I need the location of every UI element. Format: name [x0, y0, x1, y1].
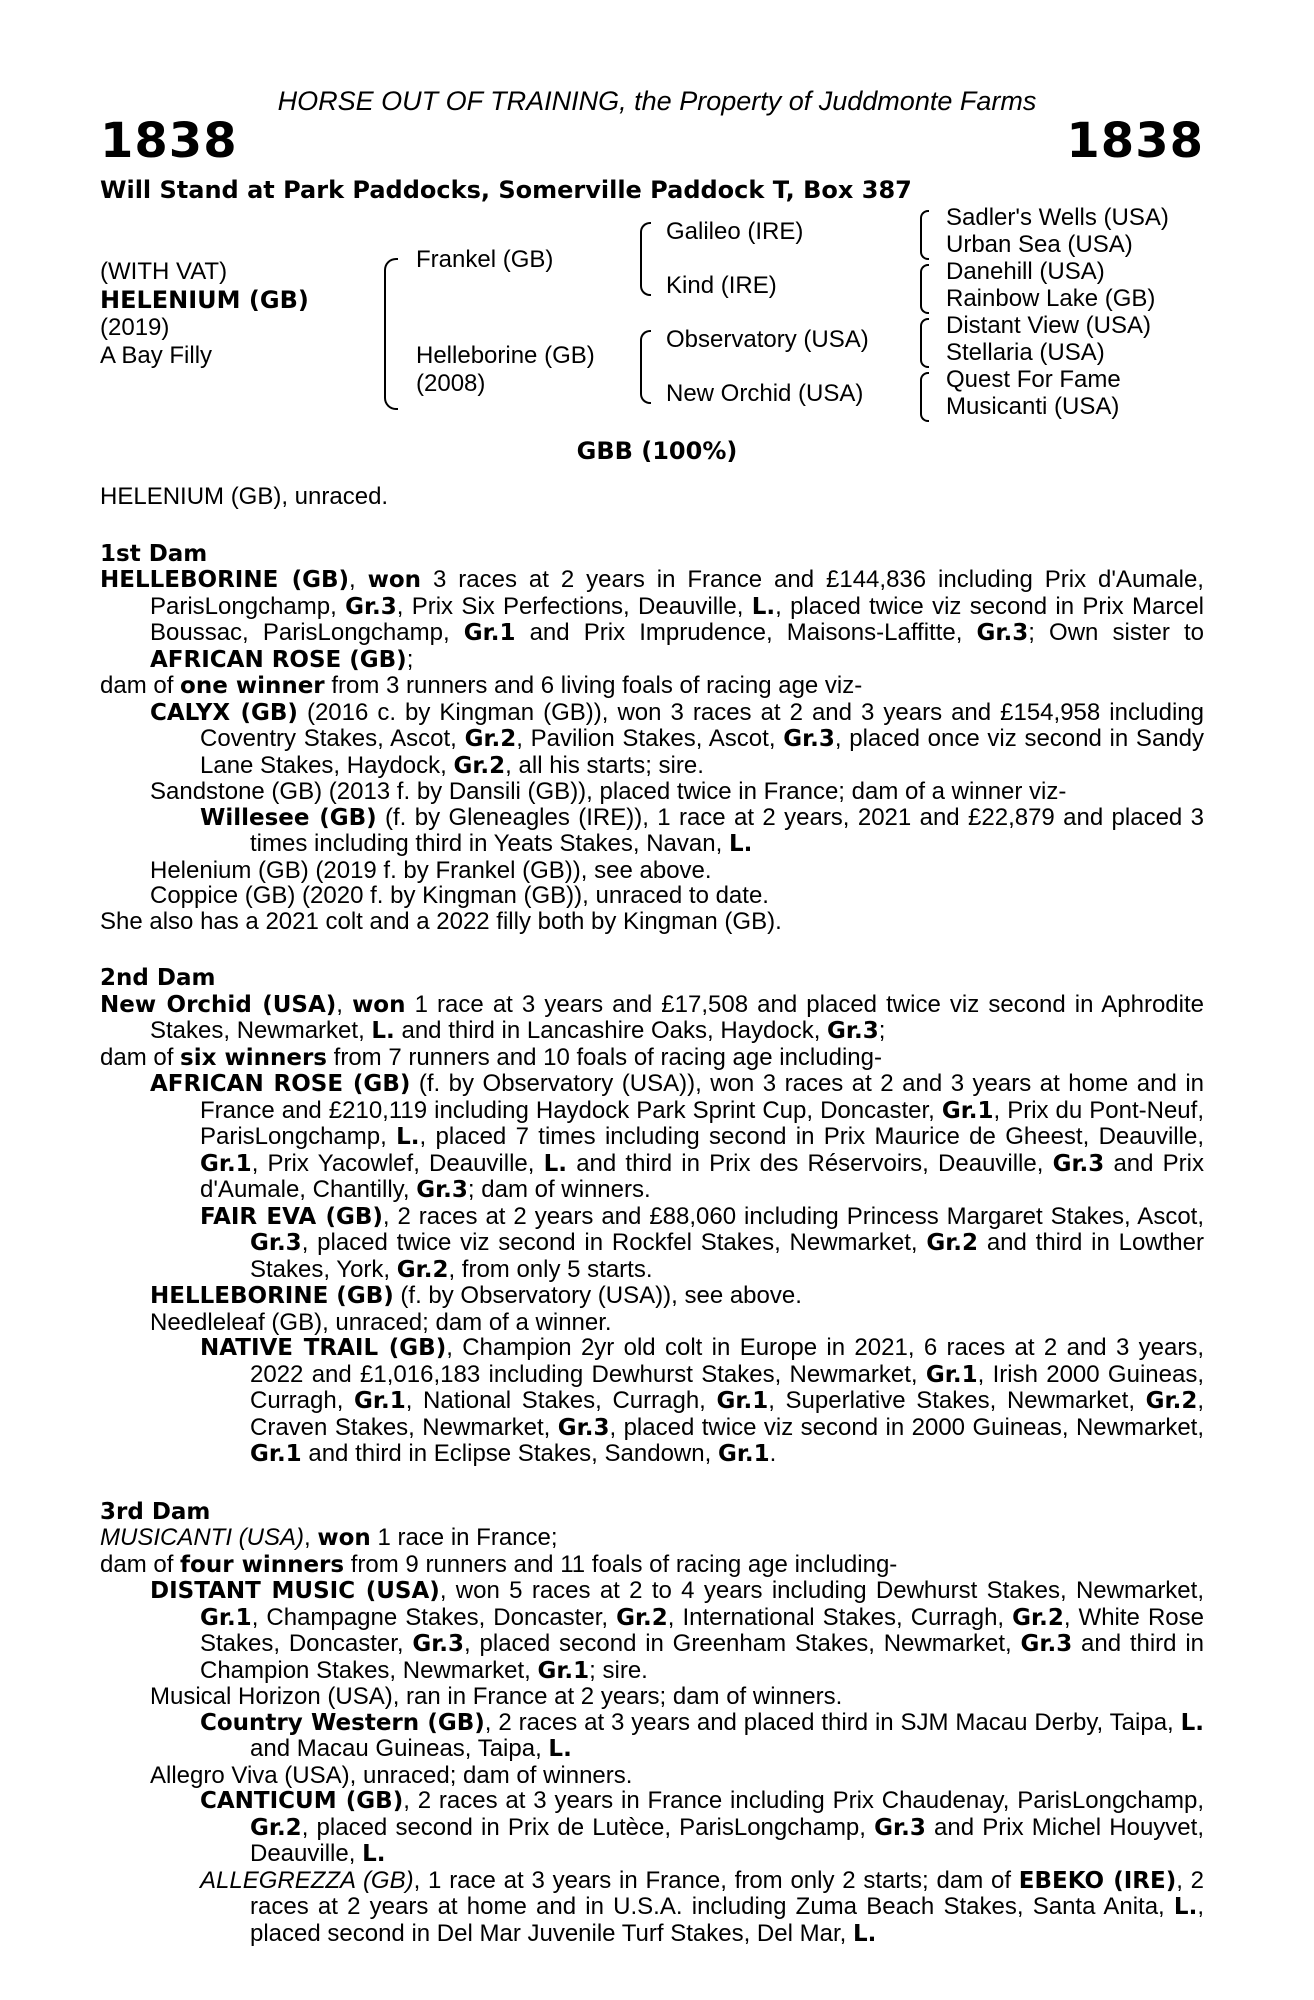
produce-helleborine-ref: HELLEBORINE (GB) (f. by Observatory (USA)), see above. — [150, 1282, 802, 1309]
great-grandparent-4: Rainbow Lake (GB) — [946, 285, 1156, 312]
granddam-2: New Orchid (USA) — [666, 380, 864, 407]
produce-sandstone: Sandstone (GB) (2013 f. by Dansili (GB)), placed twice in France; dam of a winner viz- — [150, 778, 1067, 805]
produce-coppice: Coppice (GB) (2020 f. by Kingman (GB)), unraced to date. — [150, 882, 769, 909]
horse-name: HELENIUM (GB) — [100, 286, 309, 314]
horse-year: (2019) — [100, 314, 170, 341]
produce-musical-horizon: Musical Horizon (USA), ran in France at 2 years; dam of winners. — [150, 1683, 843, 1710]
great-grandparent-1: Sadler's Wells (USA) — [946, 204, 1169, 231]
produce-allegrezza: ALLEGREZZA (GB), 1 race at 3 years in France, from only 2 starts; dam of EBEKO (IRE), 2 races at 2 years at home and in U.S.A. including Zuma Beach Stakes, Santa Anita, L., placed second in Del Mar Juvenile Turf Stakes, Del Mar, L. — [200, 1866, 1205, 1947]
produce-younger: She also has a 2021 colt and a 2022 filly both by Kingman (GB). — [100, 907, 782, 935]
vat-note: (WITH VAT) — [100, 258, 228, 285]
great-grandparent-6: Stellaria (USA) — [946, 339, 1105, 366]
catalogue-body — [100, 484, 1204, 1947]
produce-willesee: Willesee (GB) (f. by Gleneagles (IRE)), 1 race at 2 years, 2021 and £22,879 and placed 3 times including third in Yeats Stakes, Navan, L. — [200, 803, 1204, 857]
sale-title: HORSE OUT OF TRAINING, the Property of Juddmonte Farms — [277, 86, 1037, 116]
great-grandparent-7: Quest For Fame — [946, 366, 1121, 393]
produce-fair-eva: FAIR EVA (GB), 2 races at 2 years and £88,060 including Princess Margaret Stakes, Ascot, Gr.3, placed twice viz second in Rockfel Stakes, Newmarket, Gr.2 and third in Lowther Stakes, York, Gr.2, from only 5 starts. — [200, 1202, 1204, 1283]
brace-gg-4 — [920, 372, 929, 422]
dam-year: (2008) — [416, 370, 486, 397]
granddam-1: Kind (IRE) — [666, 272, 777, 299]
dam-produce-summary: dam of one winner from 3 runners and 6 living foals of racing age viz- — [100, 672, 863, 699]
dam: Helleborine (GB) — [416, 342, 595, 369]
produce-helenium: Helenium (GB) (2019 f. by Frankel (GB)), see above. — [150, 856, 712, 884]
horse-description: A Bay Filly — [100, 342, 213, 369]
gbb-rating: GBB (100%) — [576, 437, 738, 465]
produce-native-trail: NATIVE TRAIL (GB), Champion 2yr old colt in Europe in 2021, 6 races at 2 and 3 years, 2022 and £1,016,183 including Dewhurst Stakes, Newmarket, Gr.1, Irish 2000 Guineas, Curragh, Gr.1, National Stakes, Curragh, Gr.1, Superlative Stakes, Newmarket, Gr.2, Craven Stakes, Newmarket, Gr.3, placed twice viz second in 2000 Guineas, Newmarket, Gr.1 and third in Eclipse Stakes, Sandown, Gr.1. — [200, 1334, 1205, 1467]
great-grandparent-2: Urban Sea (USA) — [946, 231, 1133, 258]
brace-gg-1 — [920, 210, 929, 260]
produce-allegro-viva: Allegro Viva (USA), unraced; dam of winners. — [150, 1761, 633, 1789]
second-dam-heading: 2nd Dam — [100, 965, 216, 991]
third-dam-summary: dam of four winners from 9 runners and 11 foals of racing age including- — [100, 1550, 898, 1578]
brace-gg-3 — [920, 318, 929, 368]
stand-location: Will Stand at Park Paddocks, Somerville Paddock T, Box 387 — [100, 176, 912, 204]
produce-needleleaf: Needleleaf (GB), unraced; dam of a winner. — [150, 1308, 612, 1336]
grandsire-1: Galileo (IRE) — [666, 218, 804, 245]
great-grandparent-3: Danehill (USA) — [946, 258, 1105, 285]
lot-number-left: 1838 — [100, 113, 238, 169]
dam-helleborine: HELLEBORINE (GB), won 3 races at 2 years in France and £144,836 including Prix d'Aumale, ParisLongchamp, Gr.3, Prix Six Perfections, Deauville, L., placed twice viz second in Prix Marcel Boussac, ParisLongchamp, Gr.1 and Prix Imprudence, Maisons-Laffitte, Gr.3; Own sister to AFRICAN ROSE (GB); — [100, 566, 1205, 673]
produce-calyx: CALYX (GB) (2016 c. by Kingman (GB)), won 3 races at 2 and 3 years and £154,958 including Coventry Stakes, Ascot, Gr.2, Pavilion Stakes, Ascot, Gr.3, placed once viz second in Sandy Lane Stakes, Haydock, Gr.2, all his starts; sire. — [150, 698, 1204, 779]
great-grandparent-8: Musicanti (USA) — [946, 393, 1120, 420]
produce-african-rose: AFRICAN ROSE (GB) (f. by Observatory (USA)), won 3 races at 2 and 3 years at home and in France and £210,119 including Haydock Park Sprint Cup, Doncaster, Gr.1, Prix du Pont-Neuf, ParisLongchamp, L., placed 7 times including second in Prix Maurice de Gheest, Deauville, Gr.1, Prix Yacowlef, Deauville, L. and third in Prix des Réservoirs, Deauville, Gr.3 and Prix d'Aumale, Chantilly, Gr.3; dam of winners. — [150, 1070, 1205, 1203]
third-dam-heading: 3rd Dam — [100, 1498, 211, 1525]
grandsire-2: Observatory (USA) — [666, 326, 869, 353]
sire-brace — [640, 222, 651, 296]
intro-line: HELENIUM (GB), unraced. — [100, 483, 389, 510]
dam-musicanti: MUSICANTI (USA), won 1 race in France; — [100, 1524, 558, 1551]
pedigree-brace — [384, 258, 398, 410]
lot-number-right: 1838 — [1066, 113, 1204, 169]
dam-new-orchid: New Orchid (USA), won 1 race at 3 years and £17,508 and placed twice viz second in Aphrodite Stakes, Newmarket, L. and third in Lancashire Oaks, Haydock, Gr.3; — [100, 990, 1204, 1044]
sire: Frankel (GB) — [416, 246, 554, 273]
dam-brace — [640, 330, 651, 404]
produce-country-western: Country Western (GB), 2 races at 3 years and placed third in SJM Macau Derby, Taipa, L. and Macau Guineas, Taipa, L. — [200, 1708, 1204, 1762]
second-dam-summary: dam of six winners from 7 runners and 10 foals of racing age including- — [100, 1043, 882, 1071]
first-dam-heading: 1st Dam — [100, 540, 208, 567]
brace-gg-2 — [920, 264, 929, 314]
great-grandparent-5: Distant View (USA) — [946, 312, 1151, 339]
produce-canticum: CANTICUM (GB), 2 races at 3 years in France including Prix Chaudenay, ParisLongchamp, Gr.2, placed second in Prix de Lutèce, ParisLongchamp, Gr.3 and Prix Michel Houyvet, Deauville, L. — [200, 1787, 1205, 1867]
produce-distant-music: DISTANT MUSIC (USA), won 5 races at 2 to 4 years including Dewhurst Stakes, Newmarket, Gr.1, Champagne Stakes, Doncaster, Gr.2, International Stakes, Curragh, Gr.2, White Rose Stakes, Doncaster, Gr.3, placed second in Greenham Stakes, Newmarket, Gr.3 and third in Champion Stakes, Newmarket, Gr.1; sire. — [150, 1577, 1204, 1684]
